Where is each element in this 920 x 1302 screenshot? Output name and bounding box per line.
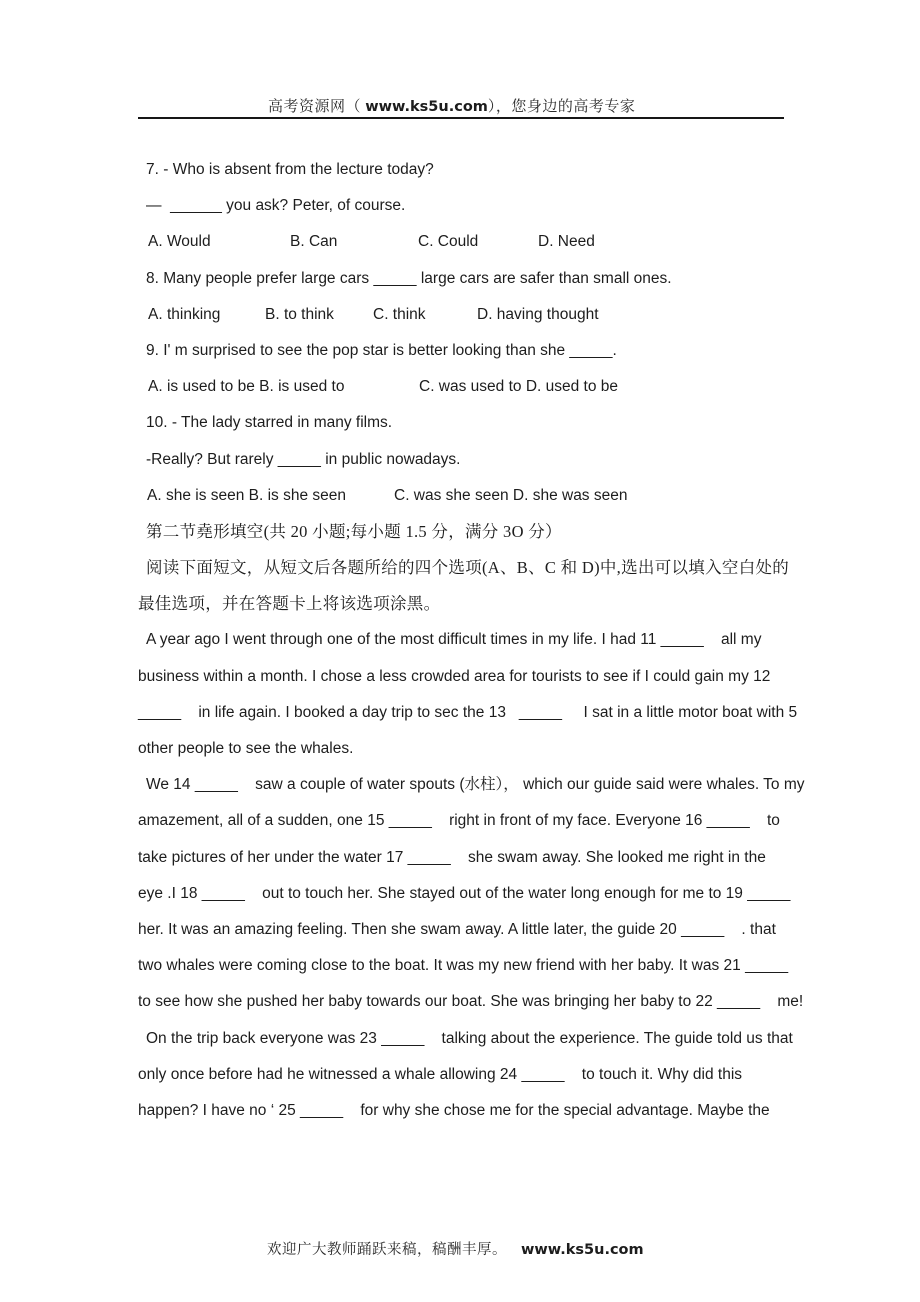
option-ab: A. is used to be B. is used to [148, 378, 345, 396]
cloze-paragraph-2-line: her. It was an amazing feeling. Then she swam away. A little later, the guide 20 _____ . that [138, 920, 776, 938]
option-a: A. thinking [148, 305, 221, 323]
question-7-options [138, 224, 808, 260]
exam-document [138, 152, 808, 1129]
option-c: C. Could [418, 233, 479, 251]
section2-heading: 第二节堯形填空(共 20 小题;每小题 1.5 分，满分 3O 分） [146, 521, 562, 541]
footer-site-url: www.ks5u.com [521, 1242, 644, 1258]
header-brand-prefix: 高考资源网（ [268, 99, 366, 115]
cloze-paragraph-3-line: only once before had he witnessed a whale allowing 24 _____ to touch it. Why did this [138, 1065, 743, 1083]
option-d: D. Need [538, 233, 595, 251]
question-7-reply: — ______ you ask? Peter, of course. [146, 197, 406, 215]
cloze-paragraph-1-line: business within a month. I chose a less crowded area for tourists to see if I could gain my 12 [138, 667, 771, 685]
option-cd: C. was used to D. used to be [419, 378, 619, 396]
option-cd: C. was she seen D. she was seen [394, 486, 628, 504]
cloze-paragraph-2-line: to see how she pushed her baby towards our boat. She was bringing her baby to 22 _____ me! [138, 993, 804, 1011]
header-site-url: www.ks5u.com [365, 99, 488, 115]
question-7-stem: 7. - Who is absent from the lecture today? [146, 161, 434, 178]
option-d: D. having thought [477, 305, 599, 323]
cloze-paragraph-3-line: On the trip back everyone was 23 _____ talking about the experience. The guide told us that [146, 1029, 793, 1047]
header-brand-suffix: ），您身边的高考专家 [487, 99, 636, 115]
question-10-reply: -Really? But rarely _____ in public nowadays. [146, 450, 461, 468]
cloze-paragraph-1-line: _____ in life again. I booked a day trip to sec the 13 _____ I sat in a little motor boat with 5 [138, 703, 798, 721]
option-c: C. think [373, 305, 426, 323]
cloze-paragraph-2-line: take pictures of her under the water 17 _____ she swam away. She looked me right in the [138, 848, 766, 866]
footer-notice: 欢迎广大教师踊跃来稿，稿酬丰厚。 [267, 1242, 507, 1258]
cloze-paragraph-2-line: amazement, all of a sudden, one 15 _____ right in front of my face. Everyone 16 _____ to [138, 812, 780, 830]
cloze-paragraph-1-line: other people to see the whales. [138, 740, 354, 757]
section2-instruction-1: 阅读下面短文，从短文后各题所给的四个选项(A、B、C 和 D)中,选出可以填入空白处的 [146, 558, 790, 578]
cloze-paragraph-2-line: two whales were coming close to the boat. It was my new friend with her baby. It was 21 _____ [138, 957, 789, 975]
site-footer [267, 1238, 644, 1259]
header-divider [138, 117, 784, 119]
question-8-options [138, 297, 808, 333]
option-a: A. Would [148, 233, 211, 251]
cloze-paragraph-2-line: We 14 _____ saw a couple of water spouts (水柱）， which our guide said were whales. To my [146, 776, 805, 794]
cloze-paragraph-2-line: eye .I 18 _____ out to touch her. She stayed out of the water long enough for me to 19 _____ [138, 884, 791, 902]
option-b: B. to think [265, 305, 334, 323]
option-ab: A. she is seen B. is she seen [147, 486, 347, 504]
question-8-stem: 8. Many people prefer large cars _____ large cars are safer than small ones. [146, 269, 672, 287]
question-10-stem: 10. - The lady starred in many films. [146, 414, 393, 432]
section2-instruction-2: 最佳选项，并在答题卡上将该选项涂黑。 [138, 594, 441, 614]
question-9-stem: 9. I' m surprised to see the pop star is better looking than she _____. [146, 341, 617, 359]
question-9-options [138, 369, 808, 405]
site-header [268, 95, 635, 116]
question-10-options [138, 478, 808, 514]
option-b: B. Can [290, 233, 338, 251]
cloze-paragraph-3-line: happen? I have no ‘ 25 _____ for why she chose me for the special advantage. Maybe the [138, 1101, 770, 1119]
cloze-paragraph-1-line: A year ago I went through one of the most difficult times in my life. I had 11 _____ all my [146, 631, 762, 649]
